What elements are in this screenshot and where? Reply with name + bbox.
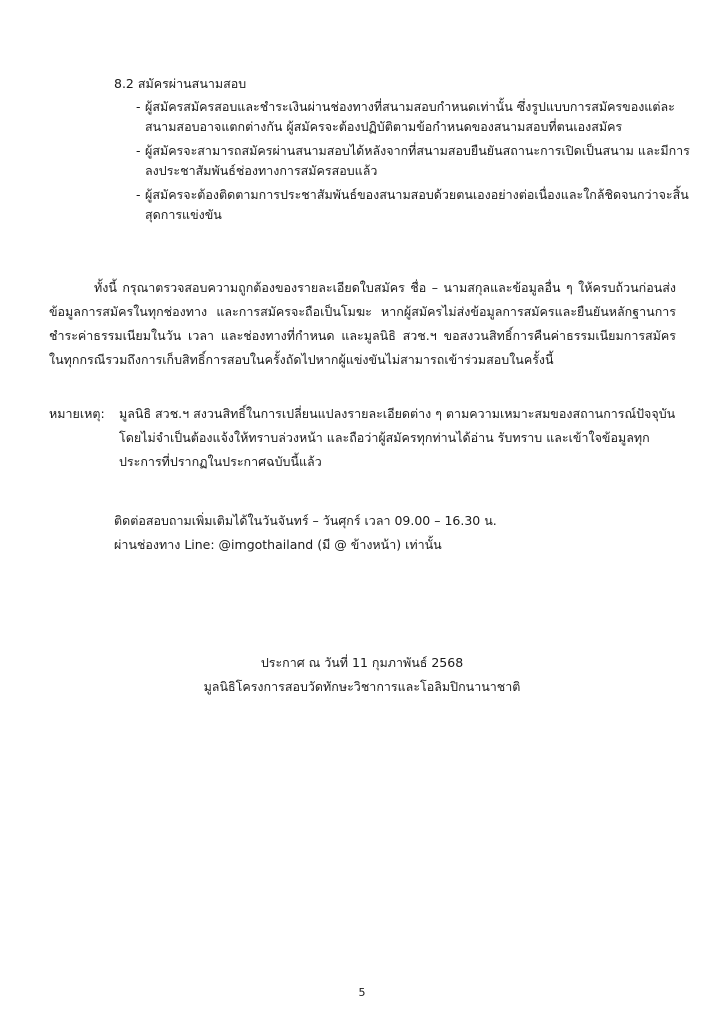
announcement-block xyxy=(0,651,724,699)
list-item xyxy=(136,141,691,181)
bullet-list xyxy=(136,97,691,229)
list-item xyxy=(136,97,691,137)
bullet-dash: - xyxy=(136,143,141,158)
note-block xyxy=(49,402,676,474)
note-label: หมายเหตุ: xyxy=(49,406,105,421)
bullet-dash: - xyxy=(136,99,141,114)
page-number: 5 xyxy=(358,986,366,999)
bullet-text: ผู้สมัครจะต้องติดตามการประชาสัมพันธ์ของสนามสอบด้วยตนเองอย่างต่อเนื่องและใกล้ชิดจนกว่าจะสิ้นสุดการแข่งขัน xyxy=(145,187,689,222)
announcement-date: ประกาศ ณ วันที่ 11 กุมภาพันธ์ 2568 xyxy=(260,655,464,670)
organization-name: มูลนิธิโครงการสอบวัดทักษะวิชาการและโอลิมปิกนานาชาติ xyxy=(203,679,521,694)
bullet-text: ผู้สมัครจะสามารถสมัครผ่านสนามสอบได้หลังจากที่สนามสอบยืนยันสถานะการเปิดเป็นสนาม และมีการลงประชาสัมพันธ์ช่องทางการสมัครสอบแล้ว xyxy=(145,143,690,178)
bullet-text: ผู้สมัครสมัครสอบและชำระเงินผ่านช่องทางที่สนามสอบกำหนดเท่านั้น ซึ่งรูปแบบการสมัครของแต่ละสนามสอบอาจแตกต่างกัน ผู้สมัครจะต้องปฏิบัติตามข้อกำหนดของสนามสอบที่ตนเองสมัคร xyxy=(145,99,675,134)
section-heading: 8.2 สมัครผ่านสนามสอบ xyxy=(114,76,247,91)
contact-line-channel: ผ่านช่องทาง Line: @imgothailand (มี @ ข้างหน้า) เท่านั้น xyxy=(114,537,442,552)
list-item xyxy=(136,185,691,225)
bullet-dash: - xyxy=(136,187,141,202)
contact-hours: ติดต่อสอบถามเพิ่มเติมได้ในวันจันทร์ – วันศุกร์ เวลา 09.00 – 16.30 น. xyxy=(114,513,497,528)
note-text: มูลนิธิ สวช.ฯ สงวนสิทธิ์ในการเปลี่ยนแปลงรายละเอียดต่าง ๆ ตามความเหมาะสมของสถานการณ์ปัจจุบัน โดยไม่จำเป็นต้องแจ้งให้ทราบล่วงหน้า และถือว่าผู้สมัครทุกท่านได้อ่าน รับทราบ และเข้าใจข้อมูลทุกประการที่ปรากฏในประกาศฉบับนี้แล้ว xyxy=(119,406,676,469)
contact-block xyxy=(114,509,674,557)
body-paragraph: ทั้งนี้ กรุณาตรวจสอบความถูกต้องของรายละเอียดใบสมัคร ชื่อ – นามสกุลและข้อมูลอื่น ๆ ให้ครบถ้วนก่อนส่งข้อมูลการสมัครในทุกช่องทาง และการสมัครจะถือเป็นโมฆะ หากผู้สมัครไม่ส่งข้อมูลการสมัครและยืนยันหลักฐานการชำระค่าธรรมเนียมในวัน เวลา และช่องทางที่กำหนด และมูลนิธิ สวช.ฯ ขอสงวนสิทธิ์การคืนค่าธรรมเนียมการสมัครในทุกกรณีรวมถึงการเก็บสิทธิ์การสอบในครั้งถัดไปหากผู้แข่งขันไม่สามารถเข้าร่วมสอบในครั้งนี้ xyxy=(49,280,676,367)
